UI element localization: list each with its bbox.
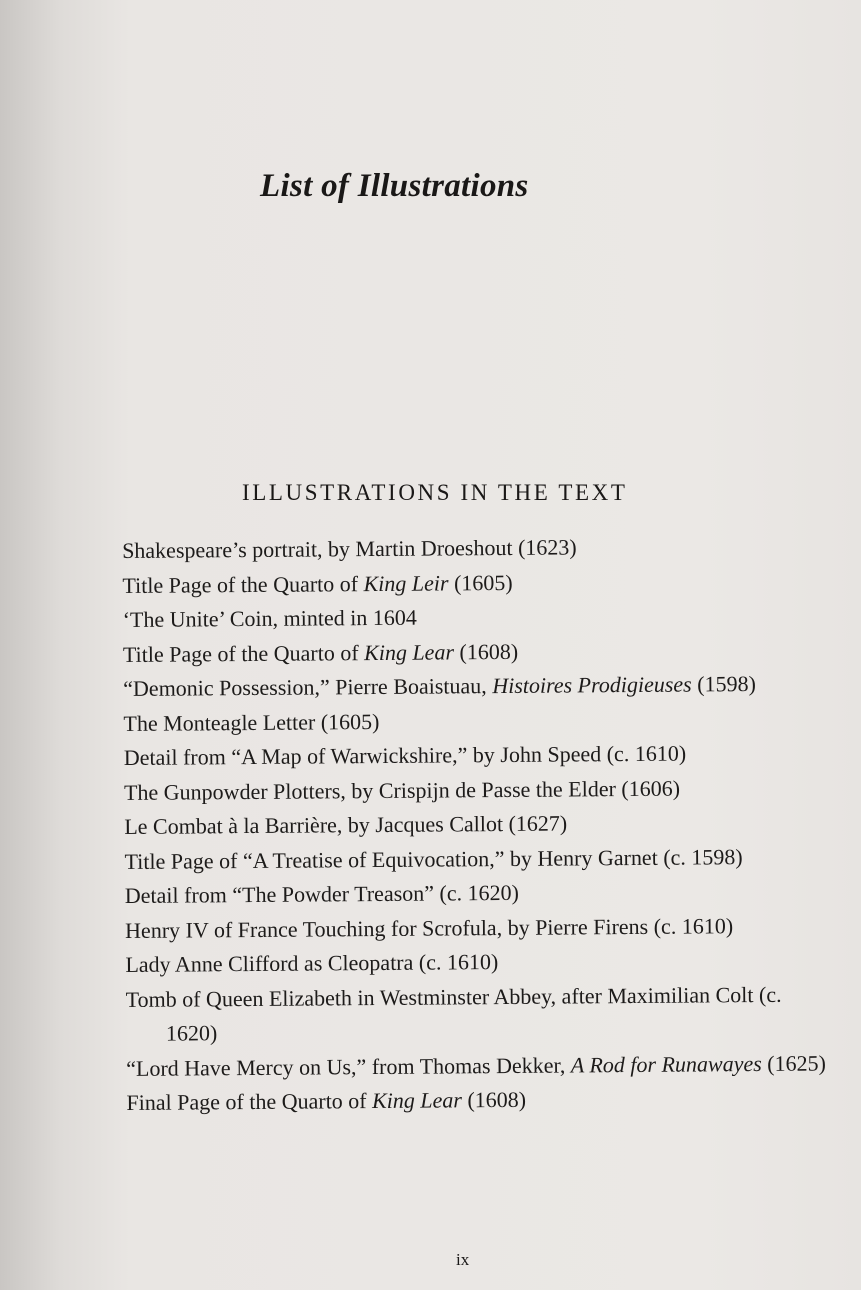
illustration-text: ‘The Unite’ Coin, minted in 1604 (122, 604, 417, 632)
illustration-text: Lady Anne Clifford as Cleopatra (c. 1610) (125, 949, 499, 977)
illustration-item (123, 598, 823, 638)
illustration-text-before-title: Title Page of the Quarto of (122, 570, 364, 598)
illustration-item (124, 839, 824, 879)
illustration-text-after-title: (1598) (691, 671, 756, 697)
illustration-list (122, 529, 827, 1121)
illustration-item (125, 908, 825, 948)
illustration-work-title: King Lear (371, 1087, 463, 1114)
illustration-text: Shakespeare’s portrait, by Martin Droeshout (1623) (122, 534, 577, 563)
illustration-item (123, 632, 823, 672)
illustration-item (126, 1046, 826, 1086)
illustration-text: The Monteagle Letter (1605) (123, 708, 380, 736)
illustration-text: Detail from “A Map of Warwickshire,” by John Speed (c. 1610) (123, 740, 687, 770)
illustration-text-after-title: (1625) (761, 1049, 826, 1076)
page-number: ix (456, 1250, 470, 1269)
section-heading: ILLUSTRATIONS IN THE TEXT (242, 480, 628, 505)
illustration-item (124, 770, 824, 810)
illustration-text: Le Combat à la Barrière, by Jacques Callot (1627) (124, 810, 568, 839)
illustration-text: Tomb of Queen Elizabeth in Westminster Abbey, after Maximilian Colt (c. 1620) (125, 981, 782, 1046)
illustration-item (123, 701, 823, 741)
illustration-text-before-title: “Demonic Possession,” Pierre Boaistuau, (123, 673, 493, 701)
illustration-item (122, 563, 822, 603)
illustration-text-before-title: Title Page of the Quarto of (122, 639, 365, 667)
illustration-text: Title Page of “A Treatise of Equivocation,” by Henry Garnet (c. 1598) (124, 843, 743, 874)
illustration-item (122, 529, 822, 569)
illustration-item (126, 977, 827, 1051)
page-title: List of Illustrations (260, 168, 529, 204)
illustration-text-before-title: Final Page of the Quarto of (126, 1088, 373, 1115)
illustration-text-after-title: (1605) (448, 569, 513, 595)
illustration-text-after-title: (1608) (453, 638, 519, 664)
illustration-work-title: King Lear (363, 638, 455, 665)
illustration-item (123, 666, 823, 706)
illustration-work-title: King Leir (363, 569, 449, 596)
illustration-item (126, 1080, 826, 1120)
illustration-text: Detail from “The Powder Treason” (c. 1620) (124, 879, 520, 908)
illustration-item (124, 804, 824, 844)
illustration-item (125, 942, 825, 982)
illustration-work-title: Histoires Prodigieuses (492, 671, 692, 699)
illustration-item (125, 873, 825, 913)
illustration-text: Henry IV of France Touching for Scrofula, by Pierre Firens (c. 1610) (125, 912, 734, 943)
illustration-text-before-title: “Lord Have Mercy on Us,” from Thomas Dekker, (126, 1051, 571, 1081)
illustration-work-title: A Rod for Runawayes (570, 1050, 762, 1077)
illustration-text: The Gunpowder Plotters, by Crispijn de Passe the Elder (1606) (123, 775, 681, 805)
illustration-text-after-title: (1608) (461, 1086, 527, 1113)
illustration-item (124, 735, 824, 775)
